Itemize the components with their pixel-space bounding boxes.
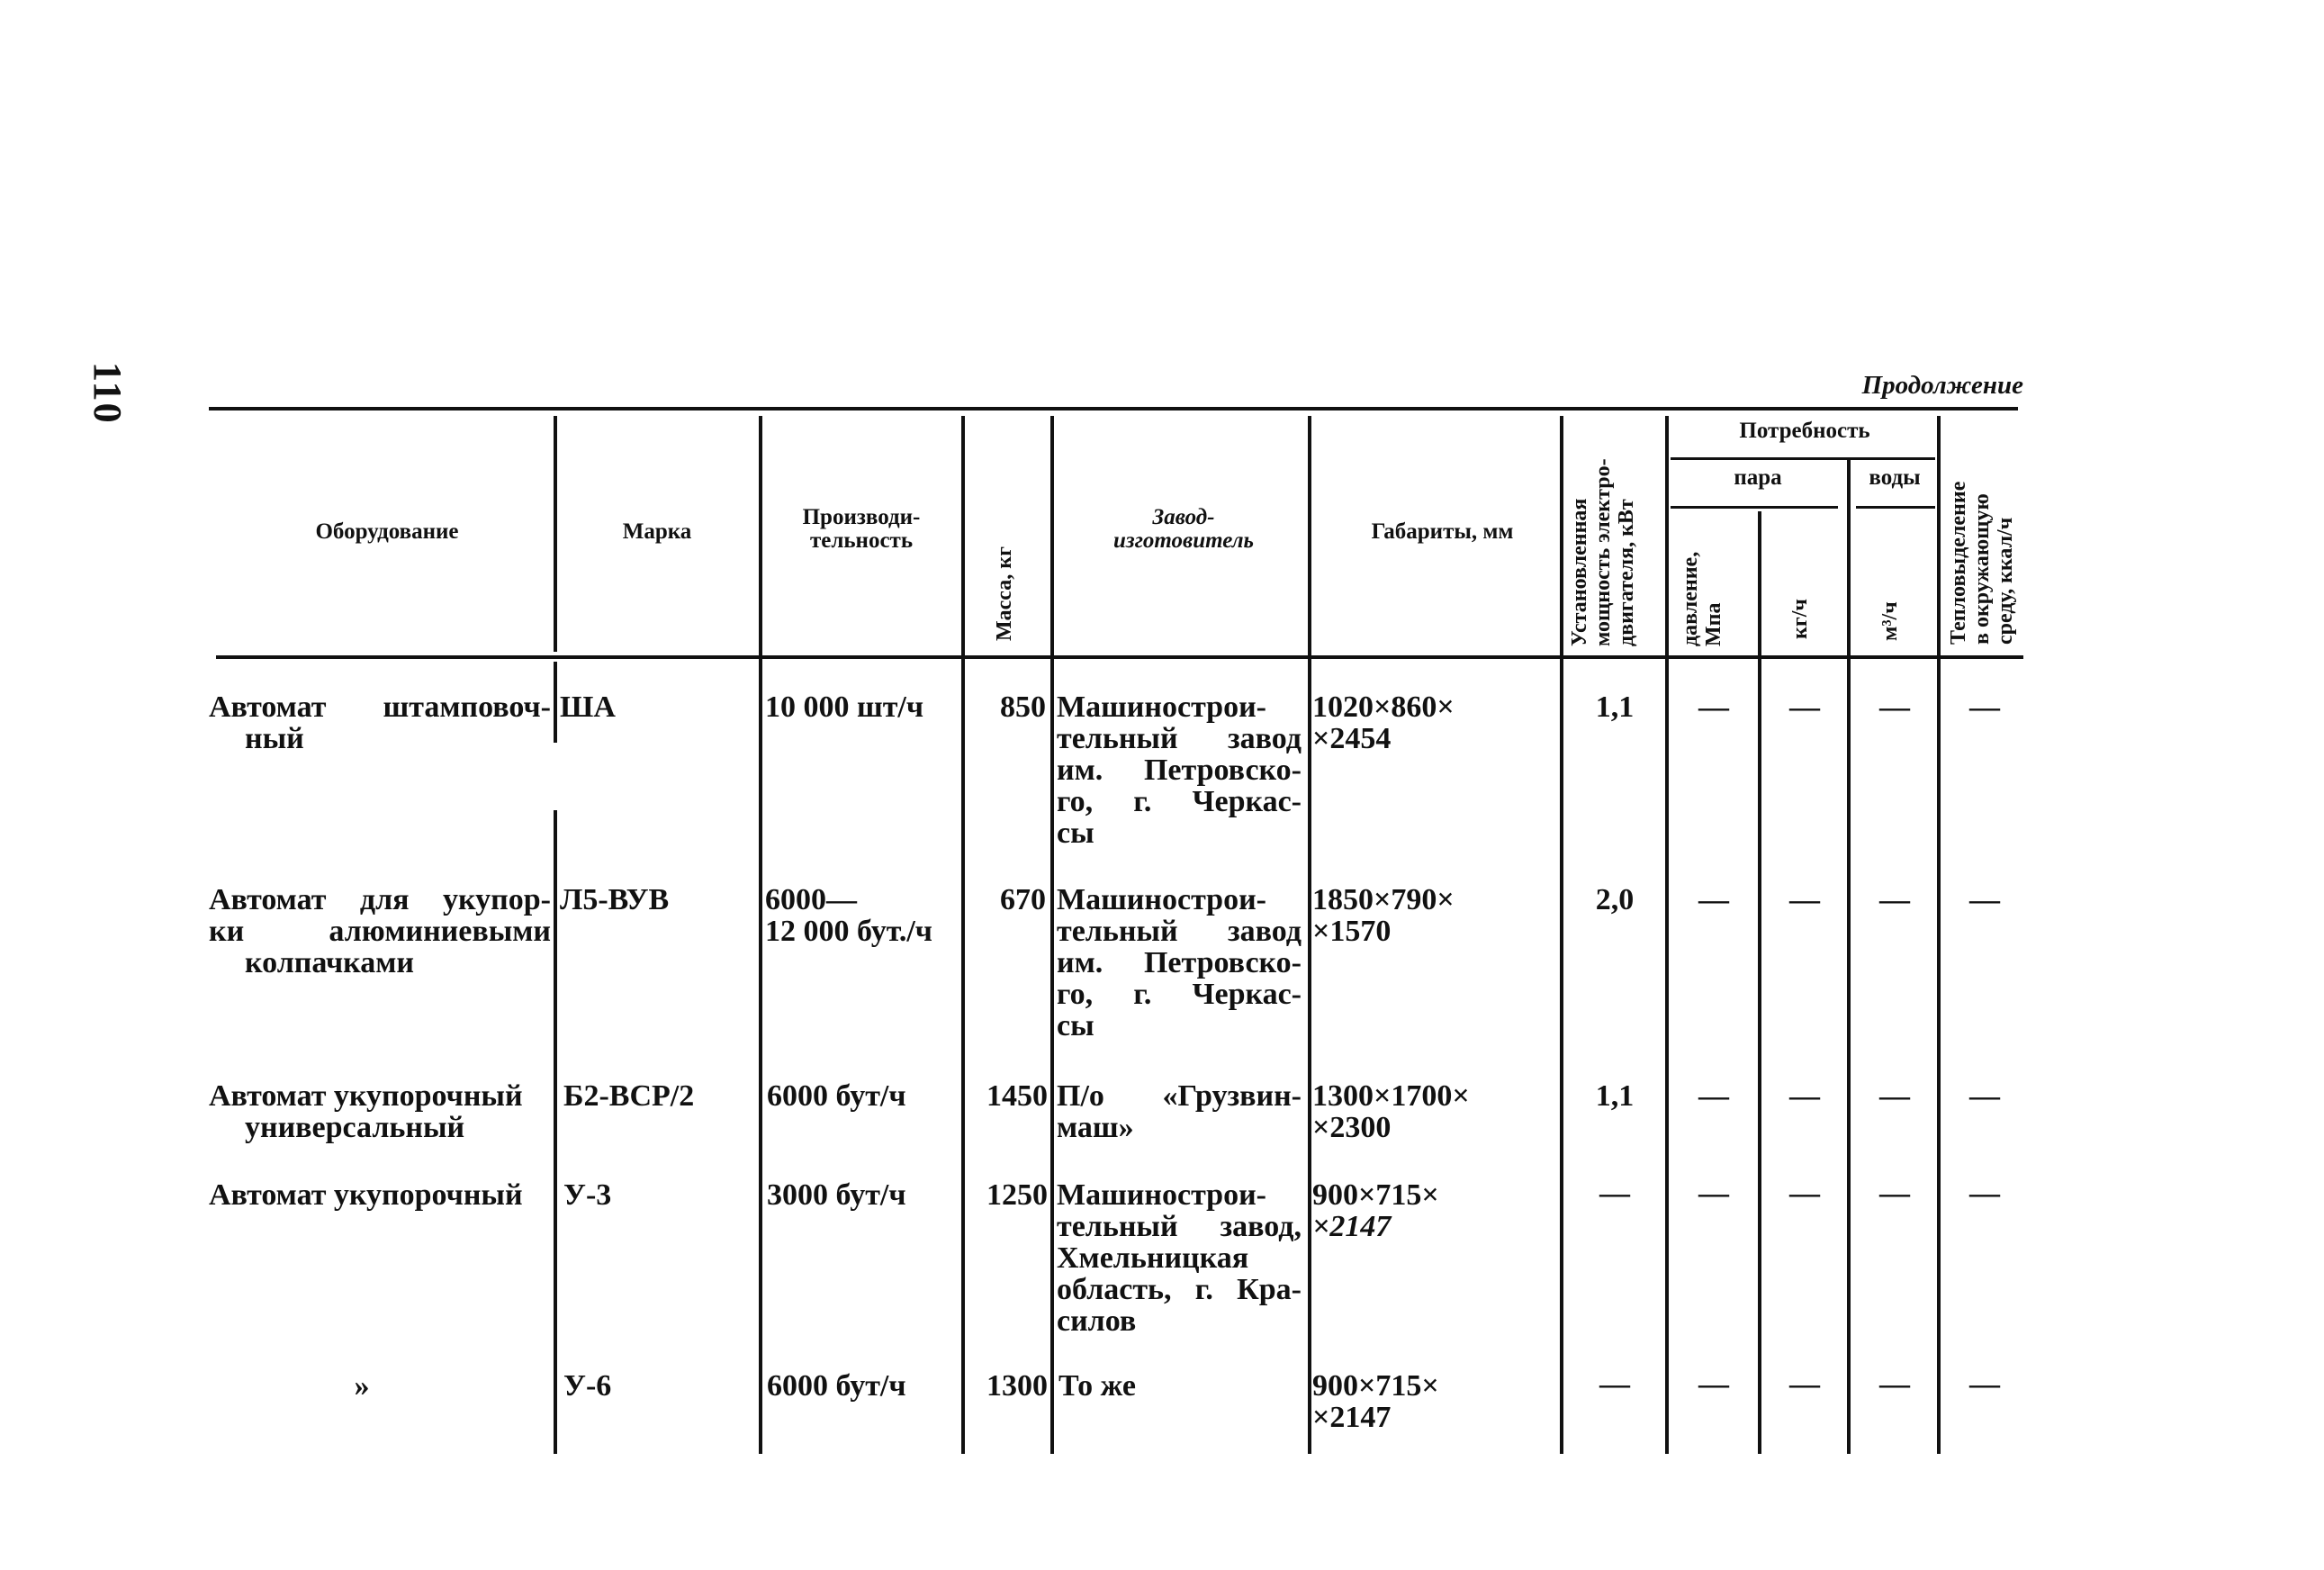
row2-steam-flow: — <box>1789 883 1820 916</box>
row2-power: 2,0 <box>1595 883 1635 916</box>
row2-brand: Л5-ВУВ <box>560 883 670 916</box>
row4-productivity: 3000 бут/ч <box>767 1178 906 1212</box>
header-subrule <box>1671 457 1935 460</box>
row1-dimensions: 1020×860× ×2454 <box>1312 690 1455 755</box>
col-separator <box>1308 416 1311 1454</box>
row5-brand: У-6 <box>563 1369 612 1403</box>
row4-dimensions: 900×715× ×2147 <box>1312 1178 1439 1243</box>
row2-mass: 670 <box>1000 883 1046 916</box>
header-manufacturer: Завод- изготовитель <box>1113 505 1254 554</box>
header-need: Потребность <box>1739 419 1870 443</box>
row3-brand: Б2-ВСР/2 <box>563 1079 695 1113</box>
header-power: Установленная мощность электро- двигателя, кВт <box>1568 458 1638 646</box>
row3-steam-pressure: — <box>1698 1079 1729 1113</box>
header-mass: Масса, кг <box>993 546 1016 641</box>
col-separator <box>1937 416 1941 1454</box>
row5-steam-flow: — <box>1789 1367 1820 1401</box>
col-separator <box>1560 416 1563 1454</box>
header-subrule <box>1856 506 1935 509</box>
row5-equipment: » <box>354 1369 370 1403</box>
row3-heat: — <box>1969 1079 2000 1113</box>
row1-power: 1,1 <box>1595 690 1635 724</box>
row1-productivity: 10 000 шт/ч <box>765 690 924 724</box>
row2-dimensions: 1850×790× ×1570 <box>1312 883 1455 948</box>
row3-mass: 1450 <box>986 1079 1048 1113</box>
row1-manufacturer: Машинострои- тельный завод им. Петровско- го, г. Черкас- сы <box>1057 690 1302 850</box>
header-dimensions: Габариты, мм <box>1371 519 1514 544</box>
row2-heat: — <box>1969 883 2000 916</box>
row5-water-flow: — <box>1879 1367 1910 1401</box>
col-separator <box>759 416 762 1454</box>
row4-equipment: Автомат укупорочный <box>209 1178 523 1212</box>
col-separator <box>554 416 557 652</box>
header-heat: Тепловыделение в окружающую среду, ккал/ч <box>1947 481 2017 645</box>
row3-productivity: 6000 бут/ч <box>767 1079 906 1113</box>
row5-power: — <box>1599 1367 1630 1401</box>
row2-steam-pressure: — <box>1698 883 1729 916</box>
col-separator <box>1758 511 1761 1454</box>
row2-productivity: 6000— 12 000 бут./ч <box>765 883 932 948</box>
header-brand: Марка <box>622 519 692 544</box>
continuation-label: Продолжение <box>1861 371 2023 400</box>
row2-equipment: Автомат для укупор- ки алюминиевыми колпачками <box>209 883 551 979</box>
col-separator <box>554 662 557 743</box>
row4-heat: — <box>1969 1177 2000 1210</box>
row5-dimensions: 900×715× ×2147 <box>1312 1369 1439 1434</box>
row5-heat: — <box>1969 1367 2000 1401</box>
row4-mass: 1250 <box>986 1178 1048 1212</box>
col-separator <box>554 810 557 1454</box>
col-separator <box>1847 459 1851 1454</box>
row3-water-flow: — <box>1879 1079 1910 1113</box>
header-water: воды <box>1869 465 1921 490</box>
row3-steam-flow: — <box>1789 1079 1820 1113</box>
row1-heat: — <box>1969 690 2000 724</box>
header-steam-pressure: давление, Мпа <box>1679 551 1725 646</box>
row1-brand: ША <box>560 690 616 724</box>
row4-water-flow: — <box>1879 1177 1910 1210</box>
header-subrule <box>1671 506 1838 509</box>
row4-manufacturer: Машинострои- тельный завод, Хмельницкая область, г. Кра- силов <box>1057 1178 1302 1338</box>
row3-equipment: Автомат укупорочный универсальный <box>209 1079 523 1144</box>
row1-equipment: Автомат штамповоч- ный <box>209 690 551 755</box>
table-header-rule <box>216 655 2023 659</box>
row1-water-flow: — <box>1879 690 1910 724</box>
header-productivity: Производи- тельность <box>802 505 921 554</box>
row1-steam-pressure: — <box>1698 690 1729 724</box>
header-steam-flow: кг/ч <box>1788 599 1812 639</box>
col-separator <box>1665 416 1669 1454</box>
row5-mass: 1300 <box>986 1369 1048 1403</box>
row1-mass: 850 <box>1000 690 1046 724</box>
row3-manufacturer: П/о «Грузвин- маш» <box>1057 1079 1302 1144</box>
row5-productivity: 6000 бут/ч <box>767 1369 906 1403</box>
table-top-rule <box>209 407 2018 411</box>
row3-power: 1,1 <box>1595 1079 1635 1113</box>
col-separator <box>1050 416 1054 1454</box>
row4-steam-pressure: — <box>1698 1177 1729 1210</box>
row1-steam-flow: — <box>1789 690 1820 724</box>
row5-manufacturer: То же <box>1058 1369 1136 1403</box>
row5-steam-pressure: — <box>1698 1367 1729 1401</box>
row3-dimensions: 1300×1700× ×2300 <box>1312 1079 1470 1144</box>
row2-water-flow: — <box>1879 883 1910 916</box>
row4-steam-flow: — <box>1789 1177 1820 1210</box>
col-separator <box>961 416 965 1454</box>
row4-brand: У-3 <box>563 1178 612 1212</box>
page-number: 110 <box>86 362 130 425</box>
row2-manufacturer: Машинострои- тельный завод им. Петровско- го, г. Черкас- сы <box>1057 883 1302 1042</box>
header-water-flow: м³/ч <box>1878 601 1902 641</box>
row4-power: — <box>1599 1177 1630 1210</box>
header-steam: пара <box>1734 465 1782 490</box>
header-equipment: Оборудование <box>315 519 459 544</box>
